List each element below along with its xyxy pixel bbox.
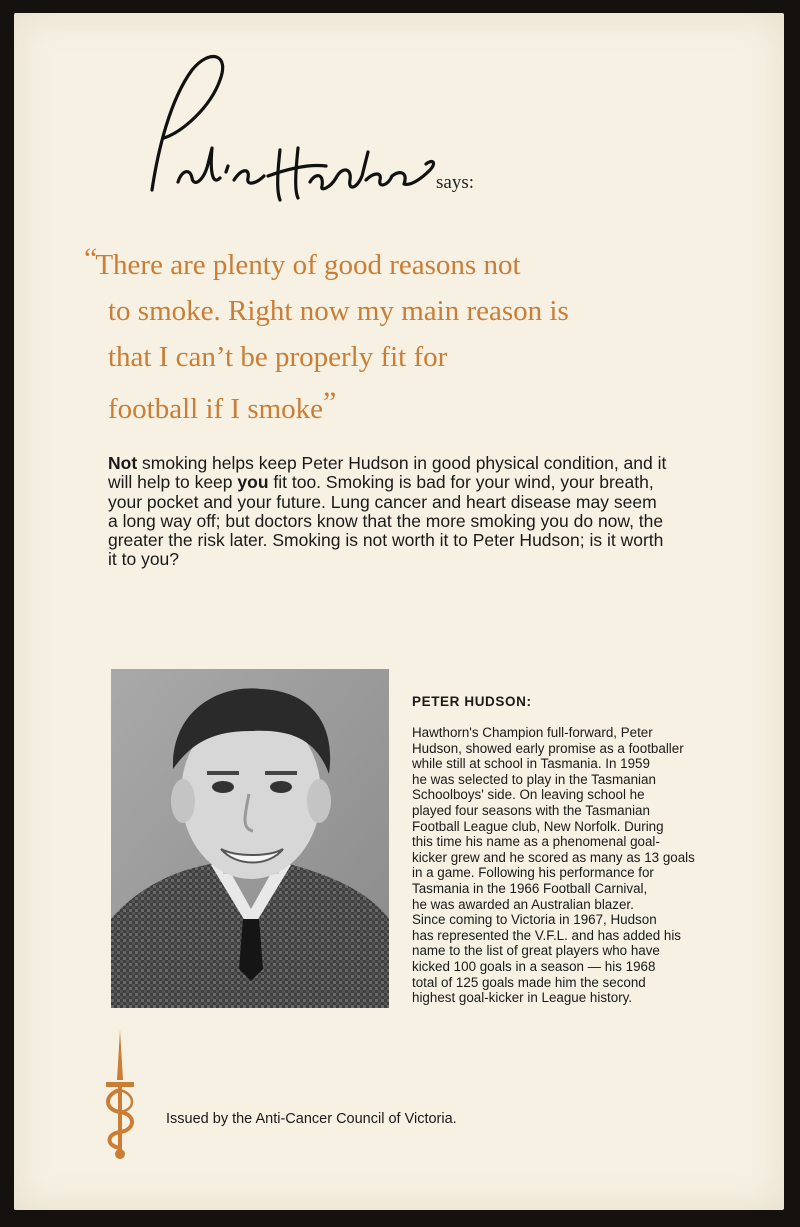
- quote-line: football if I smoke”: [108, 386, 335, 425]
- pull-quote: [84, 236, 684, 432]
- portrait-photo: [111, 669, 389, 1008]
- bio-text: [412, 725, 772, 1006]
- says-label: says:: [436, 172, 474, 193]
- bio-line: played four seasons with the Tasmanian: [412, 802, 650, 818]
- issued-by-footer: Issued by the Anti-Cancer Council of Victoria.: [166, 1111, 457, 1127]
- bio-heading: PETER HUDSON:: [412, 694, 532, 709]
- bio-line: while still at school in Tasmania. In 1959: [412, 756, 650, 772]
- quote-line: to smoke. Right now my main reason is: [108, 295, 569, 327]
- bio-line: this time his name as a phenomenal goal-: [412, 834, 660, 850]
- emphasis-you: you: [237, 472, 269, 493]
- quote-line: “There are plenty of good reasons not: [84, 242, 521, 281]
- bio-line: Schoolboys' side. On leaving school he: [412, 787, 645, 803]
- open-quote-mark: “: [84, 242, 96, 275]
- bio-line: name to the list of great players who have: [412, 943, 660, 959]
- body-paragraph: Not smoking helps keep Peter Hudson in good physical condition, and it will help to keep you fit too. Smoking is bad for your wind, your breath, your pocket and your future. Lung cancer and heart disease may seem a long way off; but doctors know that the more smoking you do now, the greater the risk later. Smoking is not worth it to Peter Hudson; is it worth it to you?: [108, 453, 667, 570]
- bio-line: he was awarded an Australian blazer.: [412, 896, 634, 912]
- bio-line: has represented the V.F.L. and has added his: [412, 927, 682, 943]
- bio-line: highest goal-kicker in League history.: [412, 990, 633, 1006]
- close-quote-mark: ”: [323, 386, 335, 419]
- bio-line: kicked 100 goals in a season — his 1968: [412, 958, 656, 974]
- bio-line: Since coming to Victoria in 1967, Hudson: [412, 912, 657, 928]
- bio-line: kicker grew and he scored as many as 13 goals: [412, 849, 695, 865]
- quote-line: that I can’t be properly fit for: [108, 341, 448, 373]
- bio-line: in a game. Following his performance for: [412, 865, 654, 881]
- bio-line: Hawthorn's Champion full-forward, Peter: [412, 725, 653, 740]
- bio-line: total of 125 goals made him the second: [412, 974, 646, 990]
- emphasis-not: Not: [108, 453, 138, 473]
- anti-cancer-council-emblem-icon: [100, 1030, 140, 1160]
- signature: [130, 40, 440, 220]
- bio-line: he was selected to play in the Tasmanian: [412, 771, 656, 787]
- bio-line: Tasmania in the 1966 Football Carnival,: [412, 880, 648, 896]
- bio-line: Football League club, New Norfolk. During: [412, 818, 664, 834]
- bio-line: Hudson, showed early promise as a footballer: [412, 740, 684, 756]
